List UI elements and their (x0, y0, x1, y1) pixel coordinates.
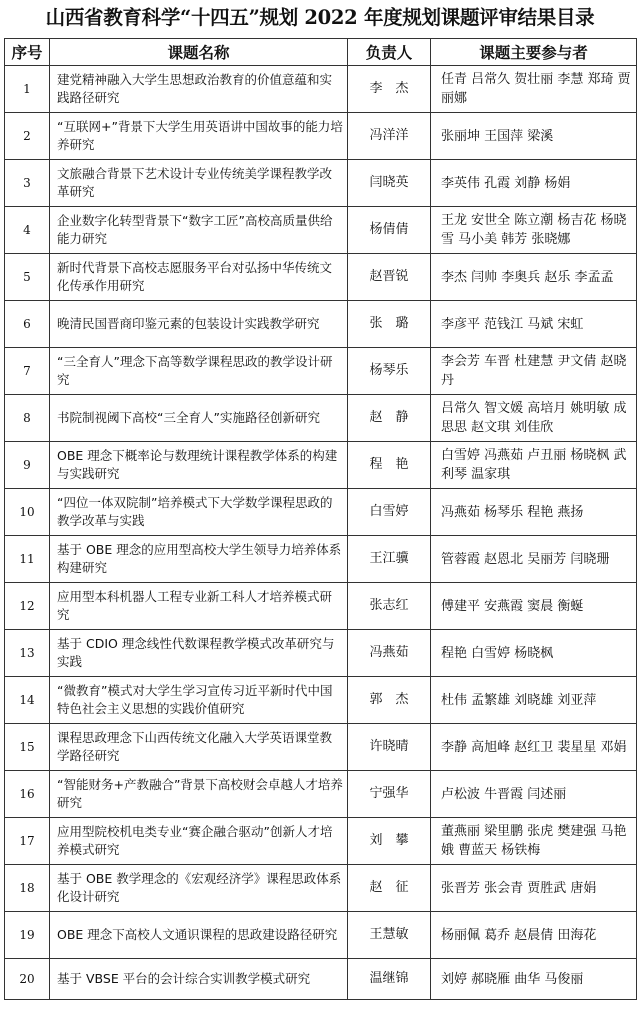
header-members: 课题主要参与者 (431, 39, 637, 66)
table-row (5, 395, 637, 442)
project-members: 傅建平 安燕霞 窦晨 衡蜒 (431, 583, 637, 630)
table-row (5, 254, 637, 301)
project-members: 卢松波 牛晋霞 闫述丽 (431, 771, 637, 818)
row-number: 20 (5, 959, 50, 1000)
project-members: 白雪婷 冯燕茹 卢丑丽 杨晓枫 武利琴 温家琪 (431, 442, 637, 489)
project-name: 建党精神融入大学生思想政治教育的价值意蕴和实践路径研究 (50, 66, 348, 113)
project-members: 李会芳 车晋 杜建慧 尹文倩 赵晓丹 (431, 348, 637, 395)
project-name: OBE 理念下概率论与数理统计课程教学体系的构建与实践研究 (50, 442, 348, 489)
header-lead: 负责人 (348, 39, 431, 66)
project-members: 任青 吕常久 贺壮丽 李慧 郑琦 贾丽娜 (431, 66, 637, 113)
project-members: 管蓉霞 赵恩北 吴丽芳 闫晓珊 (431, 536, 637, 583)
project-members: 李英伟 孔霞 刘静 杨娟 (431, 160, 637, 207)
table-row (5, 536, 637, 583)
project-leader: 张志红 (348, 583, 431, 630)
project-members: 杜伟 孟繁雄 刘晓雄 刘亚萍 (431, 677, 637, 724)
table-row (5, 630, 637, 677)
row-number: 13 (5, 630, 50, 677)
row-number: 19 (5, 912, 50, 959)
table-row (5, 583, 637, 630)
row-number: 15 (5, 724, 50, 771)
project-name: “三全育人”理念下高等数学课程思政的教学设计研究 (50, 348, 348, 395)
project-name: 文旅融合背景下艺术设计专业传统美学课程教学改革研究 (50, 160, 348, 207)
row-number: 4 (5, 207, 50, 254)
project-leader: 张 璐 (348, 301, 431, 348)
project-name: 书院制视阈下高校“三全育人”实施路径创新研究 (50, 395, 348, 442)
project-name: 基于 OBE 理念的应用型高校大学生领导力培养体系构建研究 (50, 536, 348, 583)
table-row (5, 912, 637, 959)
row-number: 9 (5, 442, 50, 489)
project-leader: 冯洋洋 (348, 113, 431, 160)
project-leader: 赵 静 (348, 395, 431, 442)
table-row (5, 771, 637, 818)
table-body (5, 66, 637, 1000)
table-row (5, 818, 637, 865)
project-members: 李杰 闫帅 李奥兵 赵乐 李孟孟 (431, 254, 637, 301)
row-number: 8 (5, 395, 50, 442)
project-leader: 李 杰 (348, 66, 431, 113)
table-row (5, 348, 637, 395)
project-members: 冯燕茹 杨琴乐 程艳 燕扬 (431, 489, 637, 536)
table-row (5, 160, 637, 207)
project-members: 杨丽佩 葛乔 赵晨倩 田海花 (431, 912, 637, 959)
table-row (5, 489, 637, 536)
header-no: 序号 (5, 39, 50, 66)
project-name: OBE 理念下高校人文通识课程的思政建设路径研究 (50, 912, 348, 959)
table-row (5, 207, 637, 254)
row-number: 10 (5, 489, 50, 536)
table-header-row (5, 39, 637, 66)
project-leader: 赵 征 (348, 865, 431, 912)
project-members: 张晋芳 张会青 贾胜武 唐娟 (431, 865, 637, 912)
project-leader: 杨倩倩 (348, 207, 431, 254)
project-name: 晚清民国晋商印鉴元素的包装设计实践教学研究 (50, 301, 348, 348)
project-members: 张丽坤 王国萍 梁溪 (431, 113, 637, 160)
table-row (5, 959, 637, 1000)
project-leader: 杨琴乐 (348, 348, 431, 395)
project-name: 课程思政理念下山西传统文化融入大学英语课堂教学路径研究 (50, 724, 348, 771)
row-number: 5 (5, 254, 50, 301)
project-leader: 赵晋锐 (348, 254, 431, 301)
document-title: 山西省教育科学“十四五”规划 2022 年度规划课题评审结果目录 (45, 6, 595, 29)
row-number: 18 (5, 865, 50, 912)
project-leader: 冯燕茹 (348, 630, 431, 677)
project-leader: 温继锦 (348, 959, 431, 1000)
project-leader: 郭 杰 (348, 677, 431, 724)
project-name: “四位一体双院制”培养模式下大学数学课程思政的教学改革与实践 (50, 489, 348, 536)
project-name: 企业数字化转型背景下“数字工匠”高校高质量供给能力研究 (50, 207, 348, 254)
results-table (4, 38, 637, 1000)
row-number: 1 (5, 66, 50, 113)
table-row (5, 677, 637, 724)
project-members: 董燕丽 梁里鹏 张虎 樊建强 马艳娥 曹蓝天 杨铁梅 (431, 818, 637, 865)
table-row (5, 66, 637, 113)
project-name: “智能财务+产教融合”背景下高校财会卓越人才培养研究 (50, 771, 348, 818)
table-row (5, 865, 637, 912)
row-number: 2 (5, 113, 50, 160)
project-members: 李静 高旭峰 赵红卫 裴星星 邓娟 (431, 724, 637, 771)
row-number: 14 (5, 677, 50, 724)
row-number: 17 (5, 818, 50, 865)
project-members: 刘婷 郝晓雁 曲华 马俊丽 (431, 959, 637, 1000)
project-leader: 王江骥 (348, 536, 431, 583)
row-number: 6 (5, 301, 50, 348)
row-number: 11 (5, 536, 50, 583)
project-members: 李彦平 范钱江 马斌 宋虹 (431, 301, 637, 348)
project-name: 新时代背景下高校志愿服务平台对弘扬中华传统文化传承作用研究 (50, 254, 348, 301)
project-name: 应用型本科机器人工程专业新工科人才培养模式研究 (50, 583, 348, 630)
row-number: 7 (5, 348, 50, 395)
project-name: 基于 OBE 教学理念的《宏观经济学》课程思政体系化设计研究 (50, 865, 348, 912)
table-row (5, 113, 637, 160)
row-number: 3 (5, 160, 50, 207)
project-leader: 程 艳 (348, 442, 431, 489)
project-name: 应用型院校机电类专业“赛企融合驱动”创新人才培养模式研究 (50, 818, 348, 865)
project-leader: 刘 攀 (348, 818, 431, 865)
table-row (5, 301, 637, 348)
project-leader: 许晓晴 (348, 724, 431, 771)
project-leader: 宁强华 (348, 771, 431, 818)
project-members: 王龙 安世全 陈立潮 杨吉花 杨晓雪 马小美 韩芳 张晓娜 (431, 207, 637, 254)
project-leader: 王慧敏 (348, 912, 431, 959)
project-members: 吕常久 智文媛 高培月 姚明敏 成思思 赵文琪 刘佳欣 (431, 395, 637, 442)
project-name: “微教育”模式对大学生学习宣传习近平新时代中国特色社会主义思想的实践价值研究 (50, 677, 348, 724)
table-row (5, 724, 637, 771)
row-number: 16 (5, 771, 50, 818)
table-row (5, 442, 637, 489)
header-name: 课题名称 (50, 39, 348, 66)
project-members: 程艳 白雪婷 杨晓枫 (431, 630, 637, 677)
project-name: “互联网+”背景下大学生用英语讲中国故事的能力培养研究 (50, 113, 348, 160)
project-name: 基于 VBSE 平台的会计综合实训教学模式研究 (50, 959, 348, 1000)
project-leader: 闫晓英 (348, 160, 431, 207)
project-leader: 白雪婷 (348, 489, 431, 536)
project-name: 基于 CDIO 理念线性代数课程教学模式改革研究与实践 (50, 630, 348, 677)
row-number: 12 (5, 583, 50, 630)
